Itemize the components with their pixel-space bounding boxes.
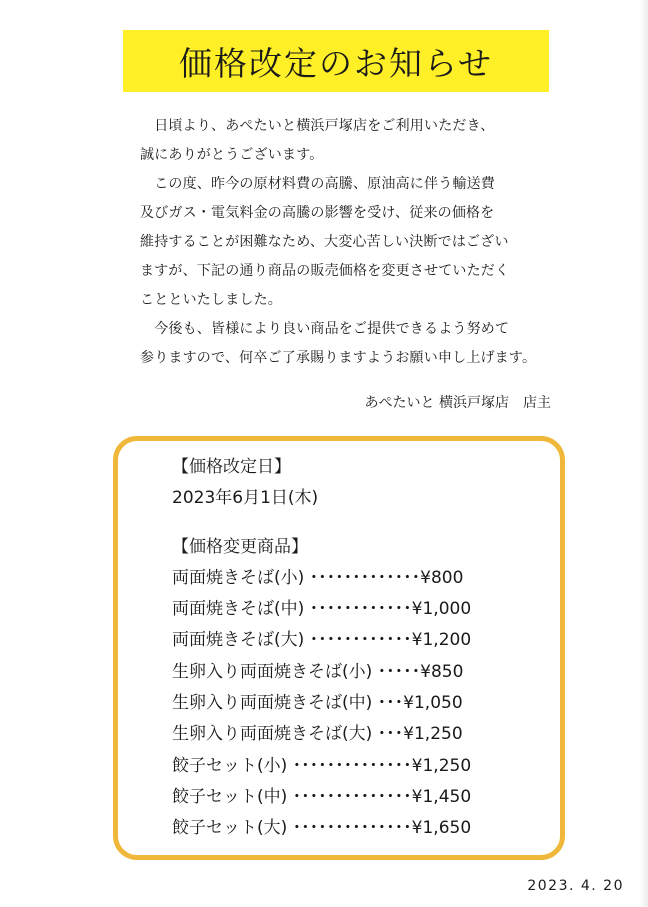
notice-letter	[140, 112, 580, 373]
price-item: 餃子セット(大) ･･････････････¥1,650	[172, 818, 472, 839]
price-item: 餃子セット(中) ･･････････････¥1,450	[172, 786, 472, 807]
letter-line: 維持することが困難なため、大変心苦しい決断ではござい	[140, 234, 509, 250]
spacer	[172, 515, 471, 532]
price-item: 両面焼きそば(小) ･････････････¥800	[172, 567, 464, 588]
store-signature: あぺたいと 横浜戸塚店 店主	[364, 395, 551, 411]
price-change-content	[172, 452, 471, 845]
changed-items-heading: 【価格変更商品】	[172, 536, 308, 557]
title-banner	[123, 30, 549, 92]
letter-line: 及びガス・電気料金の高騰の影響を受け、従来の価格を	[140, 205, 495, 221]
price-item: 餃子セット(小) ･･････････････¥1,250	[172, 755, 472, 776]
page-title: 価格改定のお知らせ	[178, 43, 493, 83]
price-item: 両面焼きそば(大) ････････････¥1,200	[172, 630, 472, 651]
letter-line: 日頃より、あぺたいと横浜戸塚店をご利用いただき、	[140, 118, 495, 134]
revision-date-heading: 【価格改定日】	[172, 457, 291, 477]
price-item: 生卵入り両面焼きそば(大) ･･･¥1,250	[172, 724, 463, 745]
letter-line: ことといたしました。	[140, 292, 282, 308]
revision-date: 2023年6月1日(木)	[172, 488, 319, 509]
page-edge	[640, 0, 648, 907]
letter-line: 参りますので、何卒ご了承賜りますようお願い申し上げます。	[140, 350, 537, 366]
price-item: 生卵入り両面焼きそば(中) ･･･¥1,050	[172, 693, 463, 714]
letter-line: この度、昨今の原材料費の高騰、原油高に伴う輸送費	[140, 176, 495, 192]
price-item: 生卵入り両面焼きそば(小) ･････¥850	[172, 661, 464, 682]
document-date: 2023. 4. 20	[527, 878, 624, 894]
letter-line: 誠にありがとうございます。	[140, 147, 324, 163]
letter-line: ますが、下記の通り商品の販売価格を変更させていただく	[140, 263, 510, 279]
letter-line: 今後も、皆様により良い商品をご提供できるよう努めて	[140, 321, 510, 337]
price-item: 両面焼きそば(中) ････････････¥1,000	[172, 599, 472, 620]
